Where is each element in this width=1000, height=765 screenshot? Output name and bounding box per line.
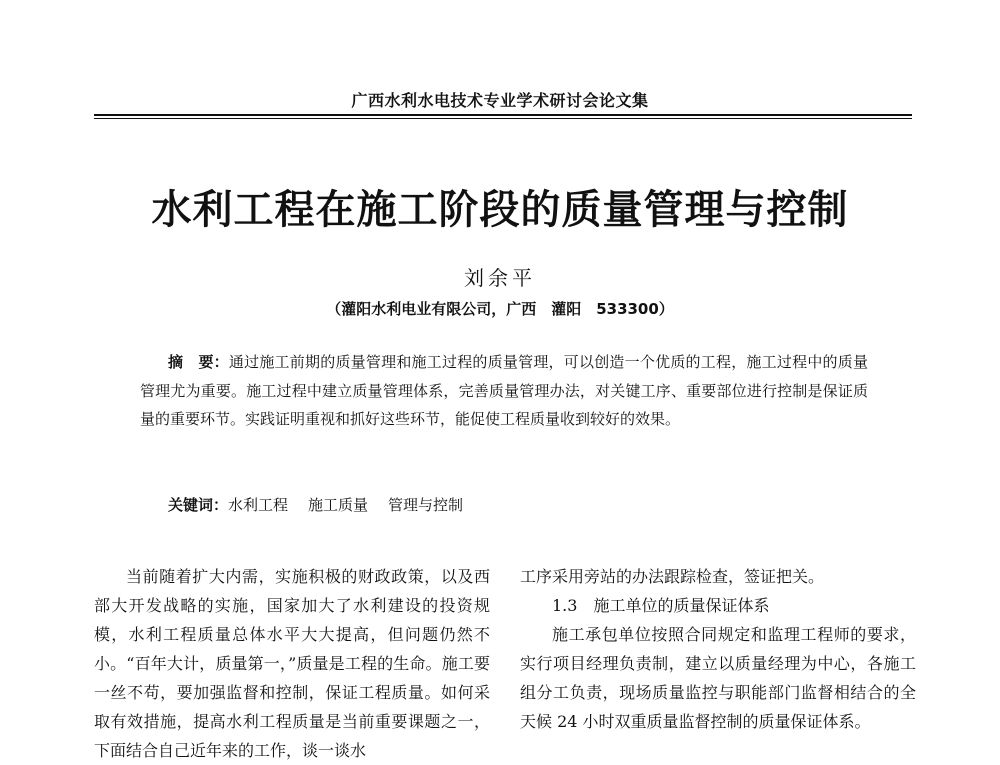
abstract-label: 摘 要： <box>168 353 229 371</box>
continued-line: 工序采用旁站的办法跟踪检查，签证把关。 <box>520 567 825 586</box>
abstract-text: 通过施工前期的质量管理和施工过程的质量管理，可以创造一个优质的工程，施工过程中的质量管理尤为重要。施工过程中建立质量管理体系，完善质量管理办法，对关键工序、重要部位进行控制是保证质量的重要环节。实践证明重视和抓好这些环节，能促使工程质量收到较好的效果。 <box>140 353 868 428</box>
section-heading: 1.3 施工单位的质量保证体系 <box>552 596 770 615</box>
keyword-item: 水利工程 <box>228 496 289 514</box>
keywords <box>168 494 483 515</box>
author-name: 刘余平 <box>464 266 536 290</box>
header-rule-thin <box>94 118 912 119</box>
keyword-item: 管理与控制 <box>388 496 464 514</box>
header-rule-thick <box>94 114 912 116</box>
section-paragraph: 施工承包单位按照合同规定和监理工程师的要求，实行项目经理负责制，建立以质量经理为中心，各施工组分工负责，现场质量监控与职能部门监督相结合的全天候 24 小时双重质量监督控制的质量保证体系。 <box>520 625 916 731</box>
paper-title: 水利工程在施工阶段的质量管理与控制 <box>151 186 849 233</box>
body-column-right <box>520 562 916 736</box>
intro-paragraph: 当前随着扩大内需，实施积极的财政政策，以及西部大开发战略的实施，国家加大了水利建设的投资规模，水利工程质量总体水平大大提高，但问题仍然不小。“百年大计，质量第一，”质量是工程的生命。施工要一丝不苟，要加强监督和控制，保证工程质量。如何采取有效措施，提高水利工程质量是当前重要课题之一，下面结合自己近年来的工作，谈一谈水 <box>94 567 490 760</box>
abstract <box>140 348 868 434</box>
keywords-label: 关键词： <box>168 496 229 514</box>
journal-header: 广西水利水电技术专业学术研讨会论文集 <box>351 91 649 110</box>
keyword-item: 施工质量 <box>308 496 369 514</box>
author-affiliation: （灌阳水利电业有限公司，广西 灌阳 533300） <box>326 300 674 318</box>
body-column-left <box>94 562 490 765</box>
